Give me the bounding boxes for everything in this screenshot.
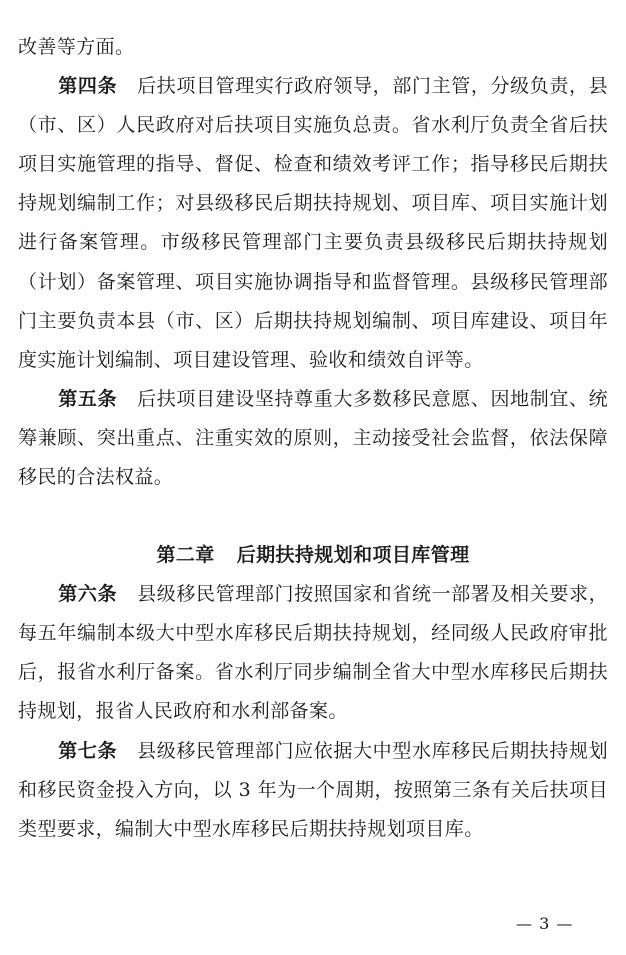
intro-tail-text: 改善等方面。 <box>18 36 135 58</box>
article-6-label: 第六条 <box>58 583 118 606</box>
document-body <box>18 28 608 849</box>
section-gap <box>18 497 608 536</box>
article-6-text: 县级移民管理部门按照国家和省统一部署及相关要求，每五年编制本级大中型水库移民后期扶持规划，经同级人民政府审批后，报省水利厅备案。省水利厅同步编制全省大中型水库移民后期扶持规划，报省人民政府和水利部备案。 <box>18 583 609 723</box>
chapter-title: 后期扶持规划和项目库管理 <box>236 544 470 567</box>
intro-tail-paragraph <box>18 28 608 67</box>
chapter-heading <box>18 536 608 575</box>
article-6-paragraph <box>18 575 608 731</box>
page-number: — 3 — <box>516 914 574 933</box>
article-5-text: 后扶项目建设坚持尊重大多数移民意愿、因地制宜、统筹兼顾、突出重点、注重实效的原则，主动接受社会监督，依法保障移民的合法权益。 <box>18 387 609 489</box>
article-7-paragraph <box>18 732 608 849</box>
article-7-label: 第七条 <box>58 739 118 762</box>
article-5-paragraph <box>18 380 608 497</box>
article-4-text: 后扶项目管理实行政府领导，部门主管，分级负责，县（市、区）人民政府对后扶项目实施负总责。省水利厅负责全省后扶项目实施管理的指导、督促、检查和绩效考评工作；指导移民后期扶持规划编制工作；对县级移民后期扶持规划、项目库、项目实施计划进行备案管理。市级移民管理部门主要负责县级移民后期扶持规划（计划）备案管理、项目实施协调指导和监督管理。县级移民管理部门主要负责本县（市、区）后期扶持规划编制、项目库建设、项目年度实施计划编制、项目建设管理、验收和绩效自评等。 <box>18 75 609 371</box>
chapter-number: 第二章 <box>156 544 215 567</box>
article-4-label: 第四条 <box>58 75 118 98</box>
article-7-text: 县级移民管理部门应依据大中型水库移民后期扶持规划和移民资金投入方向，以 3 年为一个周期，按照第三条有关后扶项目类型要求，编制大中型水库移民后期扶持规划项目库。 <box>18 739 609 840</box>
article-4-paragraph <box>18 67 608 380</box>
article-5-label: 第五条 <box>58 387 118 410</box>
